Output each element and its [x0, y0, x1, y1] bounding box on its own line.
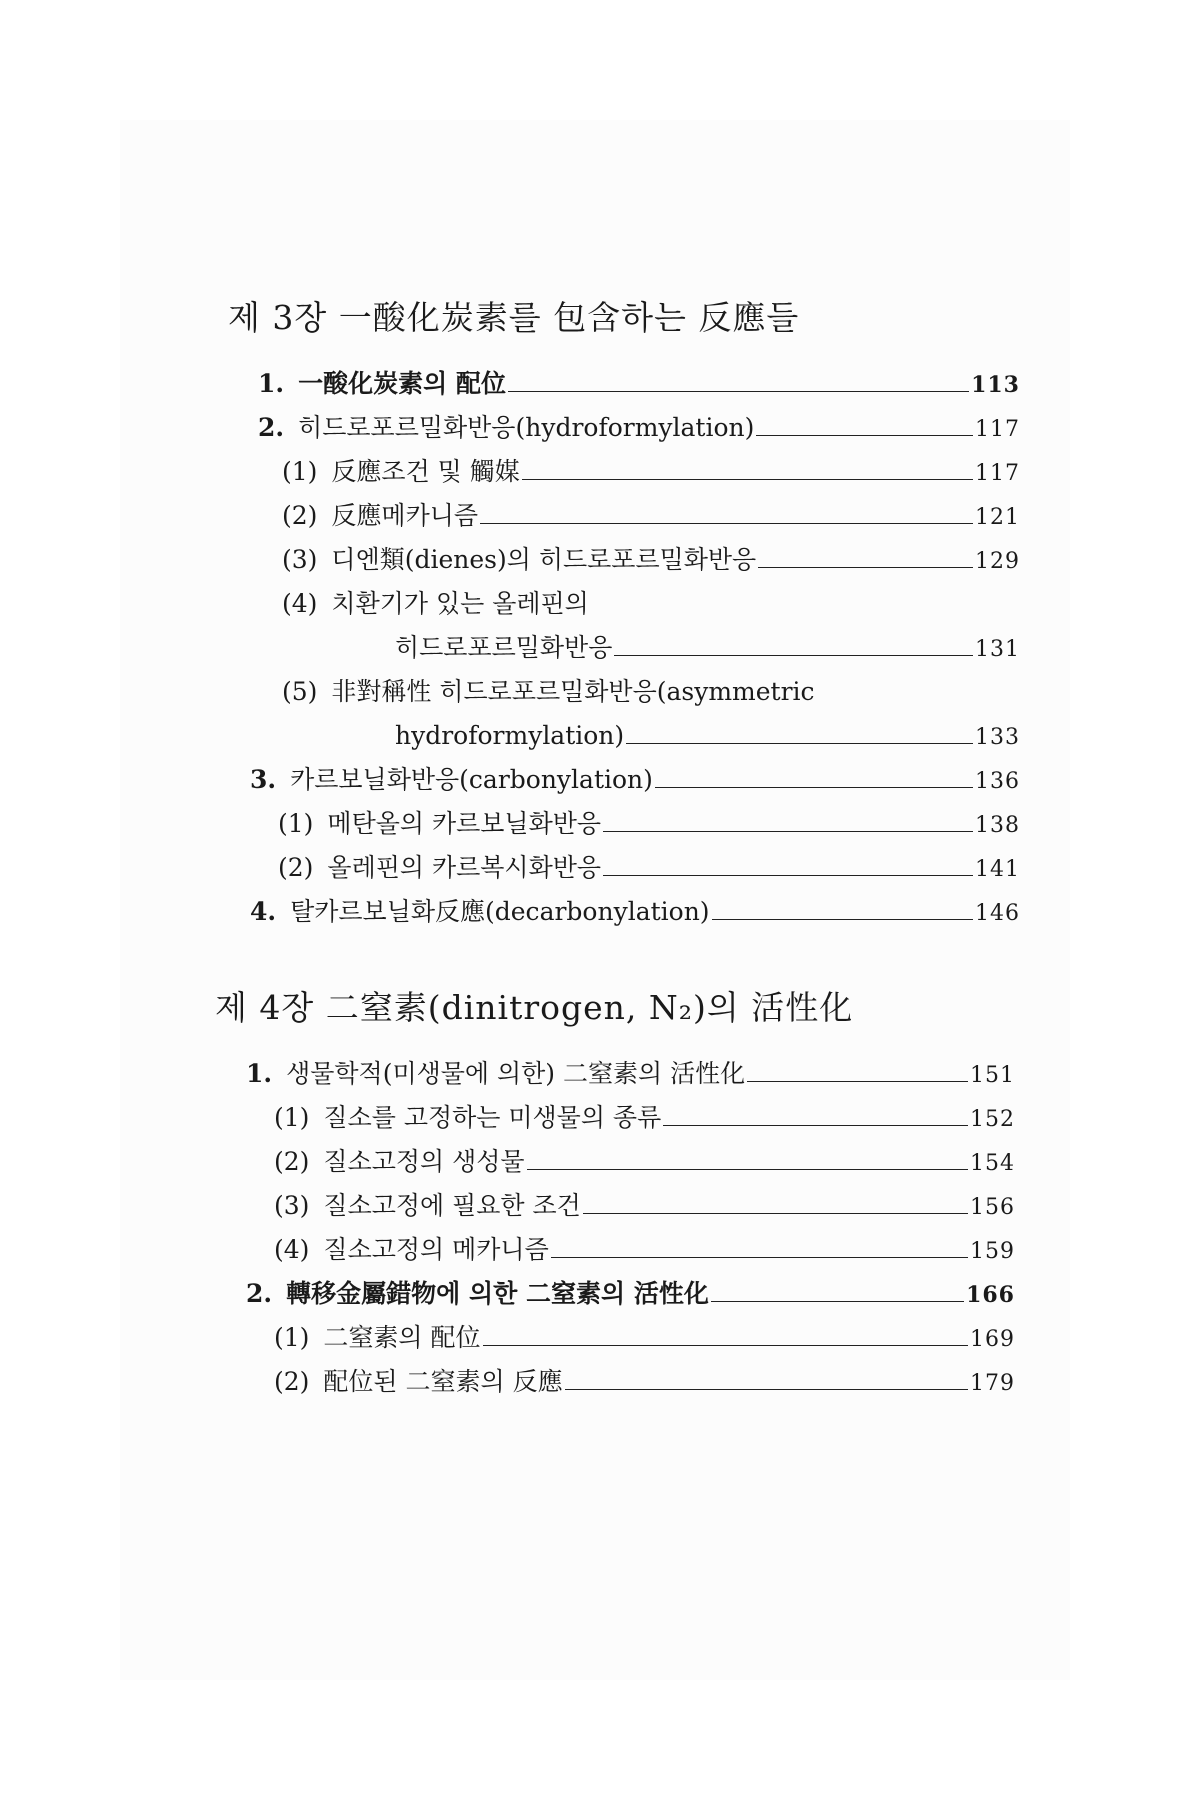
entry-number: (4) — [274, 1235, 310, 1264]
entry-number: (2) — [282, 501, 318, 530]
toc-entry — [250, 895, 1020, 931]
entry-title: 轉移金屬錯物에 의한 二窒素의 活性化 — [286, 1279, 709, 1308]
entry-title: 二窒素의 配位 — [323, 1323, 481, 1352]
entry-number: (1) — [274, 1103, 310, 1132]
entry-page: 117 — [975, 461, 1020, 486]
entry-number: (3) — [282, 545, 318, 574]
leader-line — [603, 875, 973, 876]
entry-number: 4. — [250, 897, 277, 926]
leader-line — [483, 1345, 968, 1346]
entry-number: (2) — [278, 853, 314, 882]
leader-line — [508, 391, 969, 392]
entry-number: (5) — [282, 677, 318, 706]
entry-page: 131 — [975, 637, 1020, 662]
entry-title-continued: hydroformylation) — [395, 721, 625, 750]
leader-line — [565, 1389, 968, 1390]
entry-title: 질소고정의 메카니즘 — [323, 1235, 549, 1264]
toc-entry — [282, 675, 815, 709]
toc-entry — [282, 499, 1020, 535]
toc-entry-continuation — [395, 631, 1020, 667]
toc-entry — [274, 1365, 1015, 1401]
entry-page: 129 — [975, 549, 1020, 574]
toc-entry — [258, 411, 1020, 447]
toc-entry — [250, 763, 1020, 799]
toc-entry — [258, 367, 1020, 402]
entry-title: 反應메카니즘 — [331, 501, 479, 530]
entry-page: 152 — [970, 1107, 1015, 1132]
entry-title: 질소고정의 생성물 — [323, 1147, 525, 1176]
leader-line — [655, 787, 973, 788]
toc-entry — [274, 1233, 1015, 1269]
toc-entry — [278, 851, 1020, 887]
entry-number: (2) — [274, 1367, 310, 1396]
leader-line — [603, 831, 973, 832]
entry-number: 1. — [258, 369, 285, 398]
entry-page: 156 — [970, 1195, 1015, 1220]
leader-line — [551, 1257, 968, 1258]
entry-page: 113 — [971, 372, 1020, 398]
leader-line — [480, 523, 973, 524]
entry-title: 메탄올의 카르보닐화반응 — [327, 809, 602, 838]
toc-entry — [274, 1321, 1015, 1357]
leader-line — [711, 1301, 964, 1302]
entry-title: 非對稱性 히드로포르밀화반응(asymmetric — [331, 677, 815, 706]
entry-title: 질소고정에 필요한 조건 — [323, 1191, 581, 1220]
entry-page: 141 — [975, 857, 1020, 882]
entry-title: 치환기가 있는 올레핀의 — [331, 589, 589, 618]
entry-page: 151 — [970, 1063, 1015, 1088]
leader-line — [583, 1213, 968, 1214]
toc-entry — [246, 1277, 1015, 1312]
leader-line — [522, 479, 973, 480]
entry-number: 2. — [246, 1279, 273, 1308]
toc-entry — [246, 1057, 1015, 1093]
entry-title: 생물학적(미생물에 의한) 二窒素의 活性化 — [286, 1059, 746, 1088]
entry-number: (4) — [282, 589, 318, 618]
entry-page: 121 — [975, 505, 1020, 530]
entry-number: 3. — [250, 765, 277, 794]
entry-title: 질소를 고정하는 미생물의 종류 — [323, 1103, 662, 1132]
entry-title: 反應조건 및 觸媒 — [331, 457, 520, 486]
entry-page: 159 — [970, 1239, 1015, 1264]
toc-entry — [282, 587, 589, 621]
entry-number: (3) — [274, 1191, 310, 1220]
entry-number: (1) — [282, 457, 318, 486]
entry-title: 올레핀의 카르복시화반응 — [327, 853, 602, 882]
entry-page: 169 — [970, 1327, 1015, 1352]
entry-title-continued: 히드로포르밀화반응 — [395, 633, 613, 662]
entry-page: 154 — [970, 1151, 1015, 1176]
toc-entry — [274, 1101, 1015, 1137]
toc-entry-continuation — [395, 719, 1020, 755]
leader-line — [663, 1125, 968, 1126]
leader-line — [747, 1081, 968, 1082]
entry-title: 카르보닐화반응(carbonylation) — [290, 765, 653, 794]
toc-entry — [274, 1145, 1015, 1181]
leader-line — [712, 919, 973, 920]
entry-number: (1) — [278, 809, 314, 838]
toc-entry — [282, 543, 1020, 579]
entry-title: 一酸化炭素의 配位 — [298, 369, 506, 398]
toc-entry — [274, 1189, 1015, 1225]
entry-title: 디엔類(dienes)의 히드로포르밀화반응 — [331, 545, 757, 574]
chapter-3-title: 제 3장 一酸化炭素를 包含하는 反應들 — [228, 298, 800, 337]
leader-line — [527, 1169, 968, 1170]
entry-number: (2) — [274, 1147, 310, 1176]
entry-title: 탈카르보닐화反應(decarbonylation) — [290, 897, 710, 926]
entry-title: 히드로포르밀화반응(hydroformylation) — [298, 413, 755, 442]
entry-page: 146 — [975, 901, 1020, 926]
chapter-4-title: 제 4장 二窒素(dinitrogen, N₂)의 活性化 — [215, 988, 854, 1027]
entry-page: 117 — [975, 417, 1020, 442]
entry-number: (1) — [274, 1323, 310, 1352]
entry-number: 1. — [246, 1059, 273, 1088]
entry-page: 166 — [966, 1282, 1015, 1308]
entry-number: 2. — [258, 413, 285, 442]
leader-line — [626, 743, 973, 744]
toc-entry — [278, 807, 1020, 843]
leader-line — [614, 655, 973, 656]
entry-title: 配位된 二窒素의 反應 — [323, 1367, 563, 1396]
entry-page: 179 — [970, 1371, 1015, 1396]
leader-line — [758, 567, 973, 568]
entry-page: 138 — [975, 813, 1020, 838]
entry-page: 136 — [975, 769, 1020, 794]
leader-line — [756, 435, 973, 436]
entry-page: 133 — [975, 725, 1020, 750]
toc-entry — [282, 455, 1020, 491]
